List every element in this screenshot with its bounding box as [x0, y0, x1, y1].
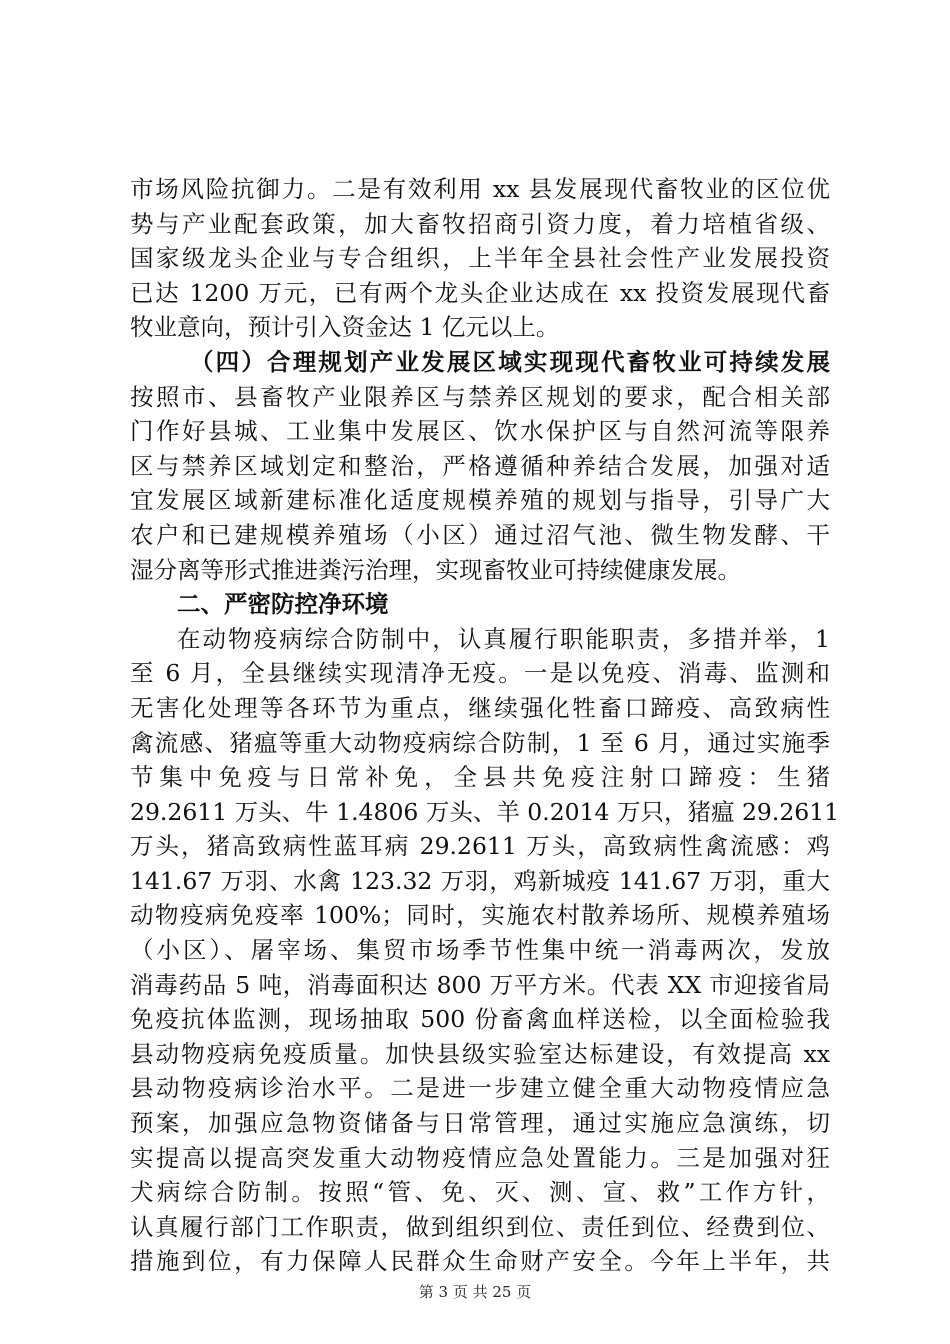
text-line: 县动物疫病免疫质量。加快县级实验室达标建设，有效提高 xx	[130, 1039, 830, 1068]
text-line: 宜发展区域新建标准化适度规模养殖的规划与指导，引导广大	[130, 486, 830, 515]
text-line: 区与禁养区域划定和整治，严格遵循种养结合发展，加强对适	[130, 451, 830, 480]
text-line: 牧业意向，预计引入资金达 1 亿元以上。	[130, 313, 560, 342]
text-line: 无害化处理等各环节为重点，继续强化牲畜口蹄疫、高致病性	[130, 693, 830, 722]
text-line: 141.67 万羽、水禽 123.32 万羽，鸡新城疫 141.67 万羽，重大	[130, 866, 830, 895]
text-line: 认真履行部门工作职责，做到组织到位、责任到位、经费到位、	[130, 1212, 830, 1241]
body-text	[130, 172, 840, 1279]
text-line: 市场风险抗御力。二是有效利用 xx 县发展现代畜牧业的区位优	[130, 175, 830, 203]
text-line: 预案，加强应急物资储备与日常管理，通过实施应急演练，切	[130, 1109, 830, 1138]
text-line: 节集中免疫与日常补免，全县共免疫注射口蹄疫：生猪	[130, 763, 830, 792]
text-line: 势与产业配套政策，加大畜牧招商引资力度，着力培植省级、	[130, 209, 830, 238]
text-line: 动物疫病免疫率 100%；同时，实施农村散养场所、规模养殖场	[130, 901, 830, 930]
text-line: 禽流感、猪瘟等重大动物疫病综合防制，1 至 6 月，通过实施季	[130, 728, 830, 757]
text-line: 消毒药品 5 吨，消毒面积达 800 万平方米。代表 XX 市迎接省局	[130, 970, 830, 999]
text-line: 免疫抗体监测，现场抽取 500 份畜禽血样送检，以全面检验我	[130, 1005, 830, 1034]
text-line: 在动物疫病综合防制中，认真履行职能职责，多措并举，1	[177, 624, 830, 653]
text-line: 措施到位，有力保障人民群众生命财产安全。今年上半年，共	[130, 1247, 830, 1276]
text-line: 29.2611 万头、牛 1.4806 万头、羊 0.2014 万只，猪瘟 29.2611	[130, 797, 840, 826]
text-line: 犬病综合防制。按照“管、免、灭、测、宣、救”工作方针，	[130, 1178, 830, 1207]
text-line: （小区）、屠宰场、集贸市场季节性集中统一消毒两次，发放	[130, 936, 830, 965]
page-footer: 第 3 页 共 25 页	[418, 1283, 532, 1301]
text-line: 至 6 月，全县继续实现清净无疫。一是以免疫、消毒、监测和	[130, 659, 830, 688]
section-heading: （四）合理规划产业发展区域实现现代畜牧业可持续发展	[190, 347, 830, 376]
text-line: 按照市、县畜牧产业限养区与禁养区规划的要求，配合相关部	[130, 382, 830, 411]
text-line: 实提高以提高突发重大动物疫情应急处置能力。三是加强对狂	[130, 1143, 830, 1172]
text-line: 湿分离等形式推进粪污治理，实现畜牧业可持续健康发展。	[130, 555, 741, 584]
text-line: 国家级龙头企业与专合组织，上半年全县社会性产业发展投资	[130, 244, 830, 273]
section-heading: 二、严密防控净环境	[177, 590, 389, 619]
text-line: 农户和已建规模养殖场（小区）通过沼气池、微生物发酵、干	[130, 520, 830, 549]
text-line: 已达 1200 万元，已有两个龙头企业达成在 xx 投资发展现代畜	[130, 278, 830, 307]
text-line: 门作好县城、工业集中发展区、饮水保护区与自然河流等限养	[130, 417, 830, 446]
text-line: 万头，猪高致病性蓝耳病 29.2611 万头，高致病性禽流感：鸡	[130, 832, 830, 861]
text-line: 县动物疫病诊治水平。二是进一步建立健全重大动物疫情应急	[130, 1074, 830, 1103]
